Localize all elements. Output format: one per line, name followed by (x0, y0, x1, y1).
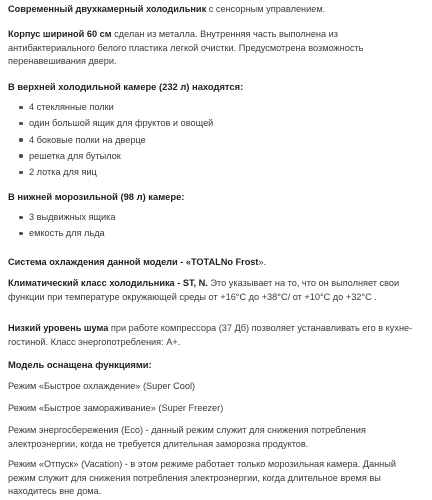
intro-bold: Современный двухкамерный холодильник (8, 4, 207, 14)
list-item: 2 лотка для яиц (8, 164, 424, 180)
body-bold: Корпус шириной 60 см (8, 29, 112, 39)
upper-chamber-heading: В верхней холодильной камере (232 л) находятся: (8, 81, 244, 92)
bullet-icon (19, 232, 23, 236)
bullet-icon (19, 122, 23, 126)
list-item: емкость для льда (8, 225, 424, 241)
lower-chamber-heading: В нижней морозильной (98 л) камере: (8, 191, 185, 202)
climate-text: Это указывает на то, что он выполняет свои функции при температуре окружающей среды от +16°С до +38°С/ от +10°С до +32°С . (8, 278, 400, 302)
list-item: решетка для бутылок (8, 148, 424, 164)
mode-super-cool: Режим «Быстрое охлаждение» (Super Cool) (8, 381, 196, 391)
bullet-icon (19, 154, 23, 158)
list-item: 4 стеклянные полки (8, 99, 424, 115)
cooling-text: ». (258, 257, 267, 267)
mode-super-freezer: Режим «Быстрое замораживание» (Super Freezer) (8, 403, 224, 413)
list-item: один большой ящик для фруктов и овощей (8, 115, 424, 131)
list-item: 4 боковые полки на дверце (8, 132, 424, 148)
noise-paragraph (8, 322, 424, 349)
upper-chamber-list (8, 99, 424, 180)
noise-text: при работе компрессора (37 Дб) позволяет устанавливать его в кухне-гостиной. Класс энергопотребления: А+. (8, 323, 413, 347)
intro-paragraph (8, 3, 424, 17)
intro-text: с сенсорным управлением. (206, 4, 326, 14)
cooling-system-paragraph (8, 256, 424, 270)
body-paragraph (8, 28, 424, 69)
lower-chamber-list (8, 209, 424, 242)
climate-class-paragraph (8, 277, 424, 304)
functions-heading: Модель оснащена функциями: (8, 359, 152, 370)
bullet-icon (19, 216, 23, 220)
cooling-bold: Система охлаждения данной модели - «TOTALNo Frost (8, 257, 259, 267)
body-text: сделан из металла. Внутренняя часть выполнена из антибактериального белого пластика легкой очистки. Предусмотрена возможность перенавешивания двери. (8, 29, 364, 66)
noise-bold: Низкий уровень шума (8, 323, 109, 333)
bullet-icon (19, 106, 23, 110)
climate-bold: Климатический класс холодильника - ST, N. (8, 278, 208, 288)
mode-vacation: Режим «Отпуск» (Vacation) - в этом режиме работает только морозильная камера. Данный режим служит для снижения потребления электроэнергии, когда длительное время вы находитесь вне дома. (8, 459, 396, 496)
bullet-icon (19, 138, 23, 142)
list-item: 3 выдвижных ящика (8, 209, 424, 225)
bullet-icon (19, 171, 23, 175)
mode-eco: Режим энергосбережения (Eco) - данный режим служит для снижения потребления электроэнергии, когда не требуется длительная заморозка продуктов. (8, 425, 366, 449)
